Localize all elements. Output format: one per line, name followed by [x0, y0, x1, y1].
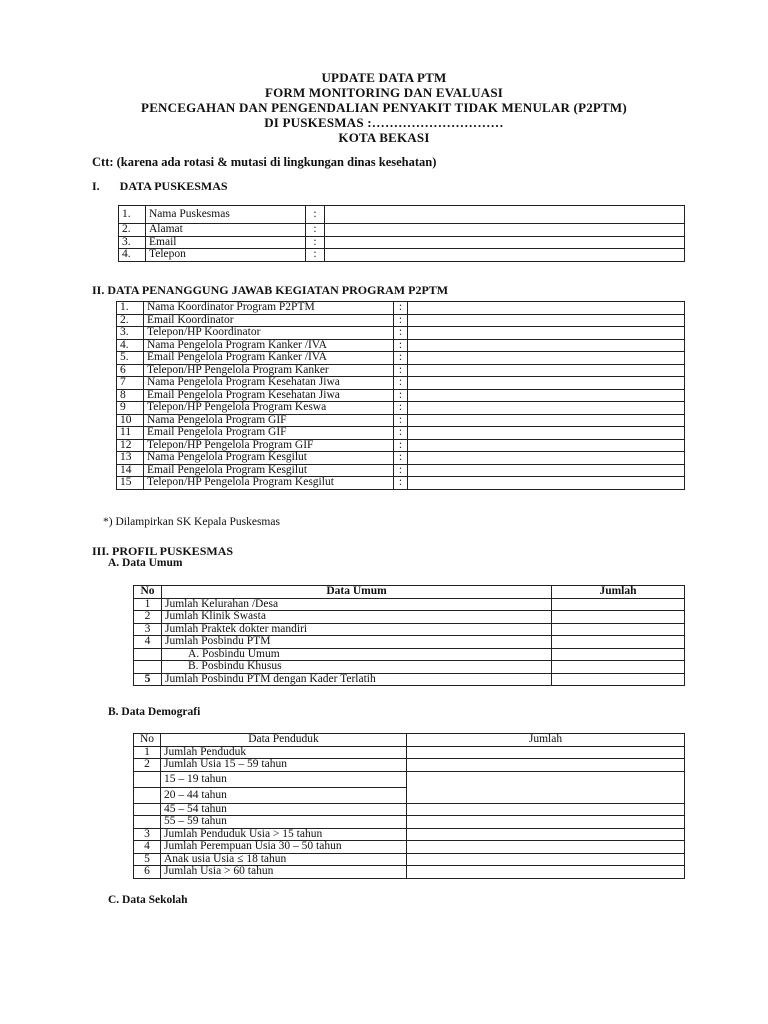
row-jumlah-field[interactable] [552, 648, 685, 661]
row-jumlah-field[interactable] [552, 661, 685, 674]
table-row [119, 224, 685, 237]
row-colon: : [394, 339, 408, 352]
table-row [119, 206, 685, 224]
row-colon: : [306, 206, 325, 224]
row-colon: : [306, 249, 325, 262]
row-number: 2. [117, 314, 144, 327]
row-label: 55 – 59 tahun [161, 816, 407, 829]
row-number: 1. [117, 302, 144, 315]
table-row [119, 236, 685, 249]
row-number: 3. [117, 327, 144, 340]
table-row [117, 352, 685, 365]
row-value-field[interactable] [408, 314, 685, 327]
row-number: 2. [119, 224, 146, 237]
table-row [134, 759, 685, 772]
row-label: Alamat [146, 224, 306, 237]
ctt-note: Ctt: (karena ada rotasi & mutasi di lingkungan dinas kesehatan) [92, 155, 437, 169]
table-row [117, 477, 685, 490]
header-line-3: PENCEGAHAN DAN PENGENDALIAN PENYAKIT TIDAK MENULAR (P2PTM) [141, 100, 627, 115]
row-colon: : [394, 327, 408, 340]
table-row [117, 414, 685, 427]
table-row [117, 439, 685, 452]
row-jumlah-field[interactable] [407, 803, 685, 816]
row-label: Email [146, 236, 306, 249]
row-label: 45 – 54 tahun [161, 803, 407, 816]
row-number: 14 [117, 464, 144, 477]
row-jumlah-field[interactable] [407, 866, 685, 879]
row-value-field[interactable] [325, 224, 685, 237]
row-colon: : [394, 302, 408, 315]
header-line-1: UPDATE DATA PTM [321, 70, 447, 85]
row-jumlah-field[interactable] [407, 841, 685, 854]
header-line-2: FORM MONITORING DAN EVALUASI [264, 85, 504, 100]
row-label: Nama Puskesmas [146, 206, 306, 224]
table-row [134, 648, 685, 661]
subsection-a-title: A. Data Umum [108, 557, 183, 569]
row-label: Jumlah Praktek dokter mandiri [162, 623, 552, 636]
row-label: Jumlah Posbindu PTM [162, 636, 552, 649]
row-number: 2 [134, 611, 162, 624]
row-value-field[interactable] [408, 414, 685, 427]
row-colon: : [394, 402, 408, 415]
section-1-title: DATA PUSKESMAS [119, 179, 228, 193]
table-row [117, 339, 685, 352]
row-label: Jumlah Usia > 60 tahun [161, 866, 407, 879]
table-row [134, 841, 685, 854]
row-number: 5 [134, 673, 162, 686]
table-row [134, 746, 685, 759]
table-row [117, 302, 685, 315]
row-value-field[interactable] [408, 477, 685, 490]
row-number: 5 [134, 853, 161, 866]
row-number [134, 771, 161, 787]
row-value-field[interactable] [408, 327, 685, 340]
header-no: No [134, 586, 162, 599]
row-label: Jumlah Penduduk Usia > 15 tahun [161, 828, 407, 841]
row-number [134, 787, 161, 803]
table-row [134, 771, 685, 787]
row-label: Email Pengelola Program GIF [144, 427, 394, 440]
row-value-field[interactable] [408, 364, 685, 377]
row-label: Nama Pengelola Program Kesgilut [144, 452, 394, 465]
table-row [117, 327, 685, 340]
row-label: Email Pengelola Program Kanker /IVA [144, 352, 394, 365]
row-label: Anak usia Usia ≤ 18 tahun [161, 853, 407, 866]
row-number: 6 [117, 364, 144, 377]
row-number: 1 [134, 746, 161, 759]
table-row [134, 828, 685, 841]
row-label: Nama Pengelola Program GIF [144, 414, 394, 427]
row-label: Jumlah Klinik Swasta [162, 611, 552, 624]
header-data-penduduk: Data Penduduk [161, 734, 407, 747]
row-value-field[interactable] [325, 206, 685, 224]
row-number: 1 [134, 598, 162, 611]
section-2-title: II. DATA PENANGGUNG JAWAB KEGIATAN PROGRAM P2PTM [92, 283, 449, 297]
row-label: 20 – 44 tahun [161, 787, 407, 803]
row-jumlah-field[interactable] [407, 816, 685, 829]
section-1-number: I. [92, 179, 100, 193]
row-number: 10 [117, 414, 144, 427]
row-label: Telepon [146, 249, 306, 262]
table-row [134, 803, 685, 816]
row-jumlah-field[interactable] [407, 771, 685, 803]
row-label: Email Pengelola Program Kesgilut [144, 464, 394, 477]
row-label: A. Posbindu Umum [162, 648, 552, 661]
section-1-heading [92, 179, 228, 194]
row-value-field[interactable] [325, 249, 685, 262]
row-number: 6 [134, 866, 161, 879]
table-row [117, 452, 685, 465]
data-umum-table [133, 585, 685, 686]
section-3-title: III. PROFIL PUSKESMAS [92, 544, 234, 558]
table-row [134, 636, 685, 649]
table-row [134, 611, 685, 624]
subsection-c-title: C. Data Sekolah [108, 894, 188, 906]
row-label: B. Posbindu Khusus [162, 661, 552, 674]
row-colon: : [394, 427, 408, 440]
row-number: 9 [117, 402, 144, 415]
row-jumlah-field[interactable] [552, 636, 685, 649]
document-header [0, 70, 768, 145]
row-label: Email Pengelola Program Kesehatan Jiwa [144, 389, 394, 402]
table-row [134, 853, 685, 866]
table-row [134, 673, 685, 686]
row-value-field[interactable] [408, 377, 685, 390]
table-row [134, 661, 685, 674]
table-row [117, 427, 685, 440]
row-label: Jumlah Posbindu PTM dengan Kader Terlatih [162, 673, 552, 686]
row-jumlah-field[interactable] [552, 598, 685, 611]
row-value-field[interactable] [408, 427, 685, 440]
row-jumlah-field[interactable] [552, 611, 685, 624]
header-data-umum: Data Umum [162, 586, 552, 599]
table-row [117, 364, 685, 377]
row-value-field[interactable] [408, 352, 685, 365]
sk-note: *) Dilampirkan SK Kepala Puskesmas [103, 516, 280, 528]
table-row [117, 377, 685, 390]
row-label: Nama Pengelola Program Kanker /IVA [144, 339, 394, 352]
row-jumlah-field[interactable] [407, 759, 685, 772]
row-number [134, 661, 162, 674]
row-number: 7 [117, 377, 144, 390]
row-number: 5. [117, 352, 144, 365]
table-header-row [134, 586, 685, 599]
row-number: 3 [134, 623, 162, 636]
row-number [134, 803, 161, 816]
row-colon: : [394, 452, 408, 465]
header-line-4: DI PUSKESMAS :………………………… [264, 115, 504, 130]
row-colon: : [394, 314, 408, 327]
header-jumlah: Jumlah [407, 734, 685, 747]
table-row [117, 464, 685, 477]
header-jumlah: Jumlah [552, 586, 685, 599]
row-value-field[interactable] [408, 302, 685, 315]
row-label: Email Koordinator [144, 314, 394, 327]
row-colon: : [394, 414, 408, 427]
row-value-field[interactable] [325, 236, 685, 249]
header-line-5: KOTA BEKASI [338, 130, 430, 145]
row-label: Jumlah Perempuan Usia 30 – 50 tahun [161, 841, 407, 854]
table-row [134, 866, 685, 879]
data-demografi-table [133, 733, 685, 879]
row-label: Telepon/HP Koordinator [144, 327, 394, 340]
row-label: 15 – 19 tahun [161, 771, 407, 787]
row-label: Nama Pengelola Program Kesehatan Jiwa [144, 377, 394, 390]
row-number: 4 [134, 636, 162, 649]
row-number: 4. [119, 249, 146, 262]
row-value-field[interactable] [408, 402, 685, 415]
row-colon: : [394, 389, 408, 402]
row-value-field[interactable] [408, 452, 685, 465]
table-row [117, 389, 685, 402]
row-colon: : [394, 477, 408, 490]
row-number: 3 [134, 828, 161, 841]
row-label: Jumlah Usia 15 – 59 tahun [161, 759, 407, 772]
row-number: 1. [119, 206, 146, 224]
row-label: Telepon/HP Pengelola Program Keswa [144, 402, 394, 415]
row-jumlah-field[interactable] [552, 623, 685, 636]
subsection-b-title: B. Data Demografi [108, 706, 201, 718]
row-number: 4. [117, 339, 144, 352]
row-jumlah-field[interactable] [407, 828, 685, 841]
row-number [134, 816, 161, 829]
row-colon: : [394, 364, 408, 377]
row-value-field[interactable] [408, 339, 685, 352]
row-colon: : [394, 439, 408, 452]
row-number: 8 [117, 389, 144, 402]
row-number: 11 [117, 427, 144, 440]
table-header-row [134, 734, 685, 747]
row-value-field[interactable] [408, 464, 685, 477]
puskesmas-table [118, 205, 685, 262]
table-row [117, 314, 685, 327]
penanggung-jawab-table [116, 301, 685, 490]
row-number: 13 [117, 452, 144, 465]
table-row [134, 598, 685, 611]
row-label: Telepon/HP Pengelola Program Kanker [144, 364, 394, 377]
row-colon: : [394, 464, 408, 477]
row-number: 2 [134, 759, 161, 772]
row-jumlah-field[interactable] [552, 673, 685, 686]
row-jumlah-field[interactable] [407, 746, 685, 759]
row-number [134, 648, 162, 661]
table-row [119, 249, 685, 262]
row-label: Nama Koordinator Program P2PTM [144, 302, 394, 315]
row-value-field[interactable] [408, 439, 685, 452]
row-label: Telepon/HP Pengelola Program GIF [144, 439, 394, 452]
row-number: 15 [117, 477, 144, 490]
row-label: Telepon/HP Pengelola Program Kesgilut [144, 477, 394, 490]
row-number: 3. [119, 236, 146, 249]
header-no: No [134, 734, 161, 747]
table-row [134, 623, 685, 636]
table-row [134, 816, 685, 829]
row-colon: : [394, 377, 408, 390]
row-number: 4 [134, 841, 161, 854]
row-colon: : [394, 352, 408, 365]
row-jumlah-field[interactable] [407, 853, 685, 866]
row-colon: : [306, 224, 325, 237]
row-number: 12 [117, 439, 144, 452]
table-row [117, 402, 685, 415]
row-colon: : [306, 236, 325, 249]
row-value-field[interactable] [408, 389, 685, 402]
row-label: Jumlah Kelurahan /Desa [162, 598, 552, 611]
row-label: Jumlah Penduduk [161, 746, 407, 759]
